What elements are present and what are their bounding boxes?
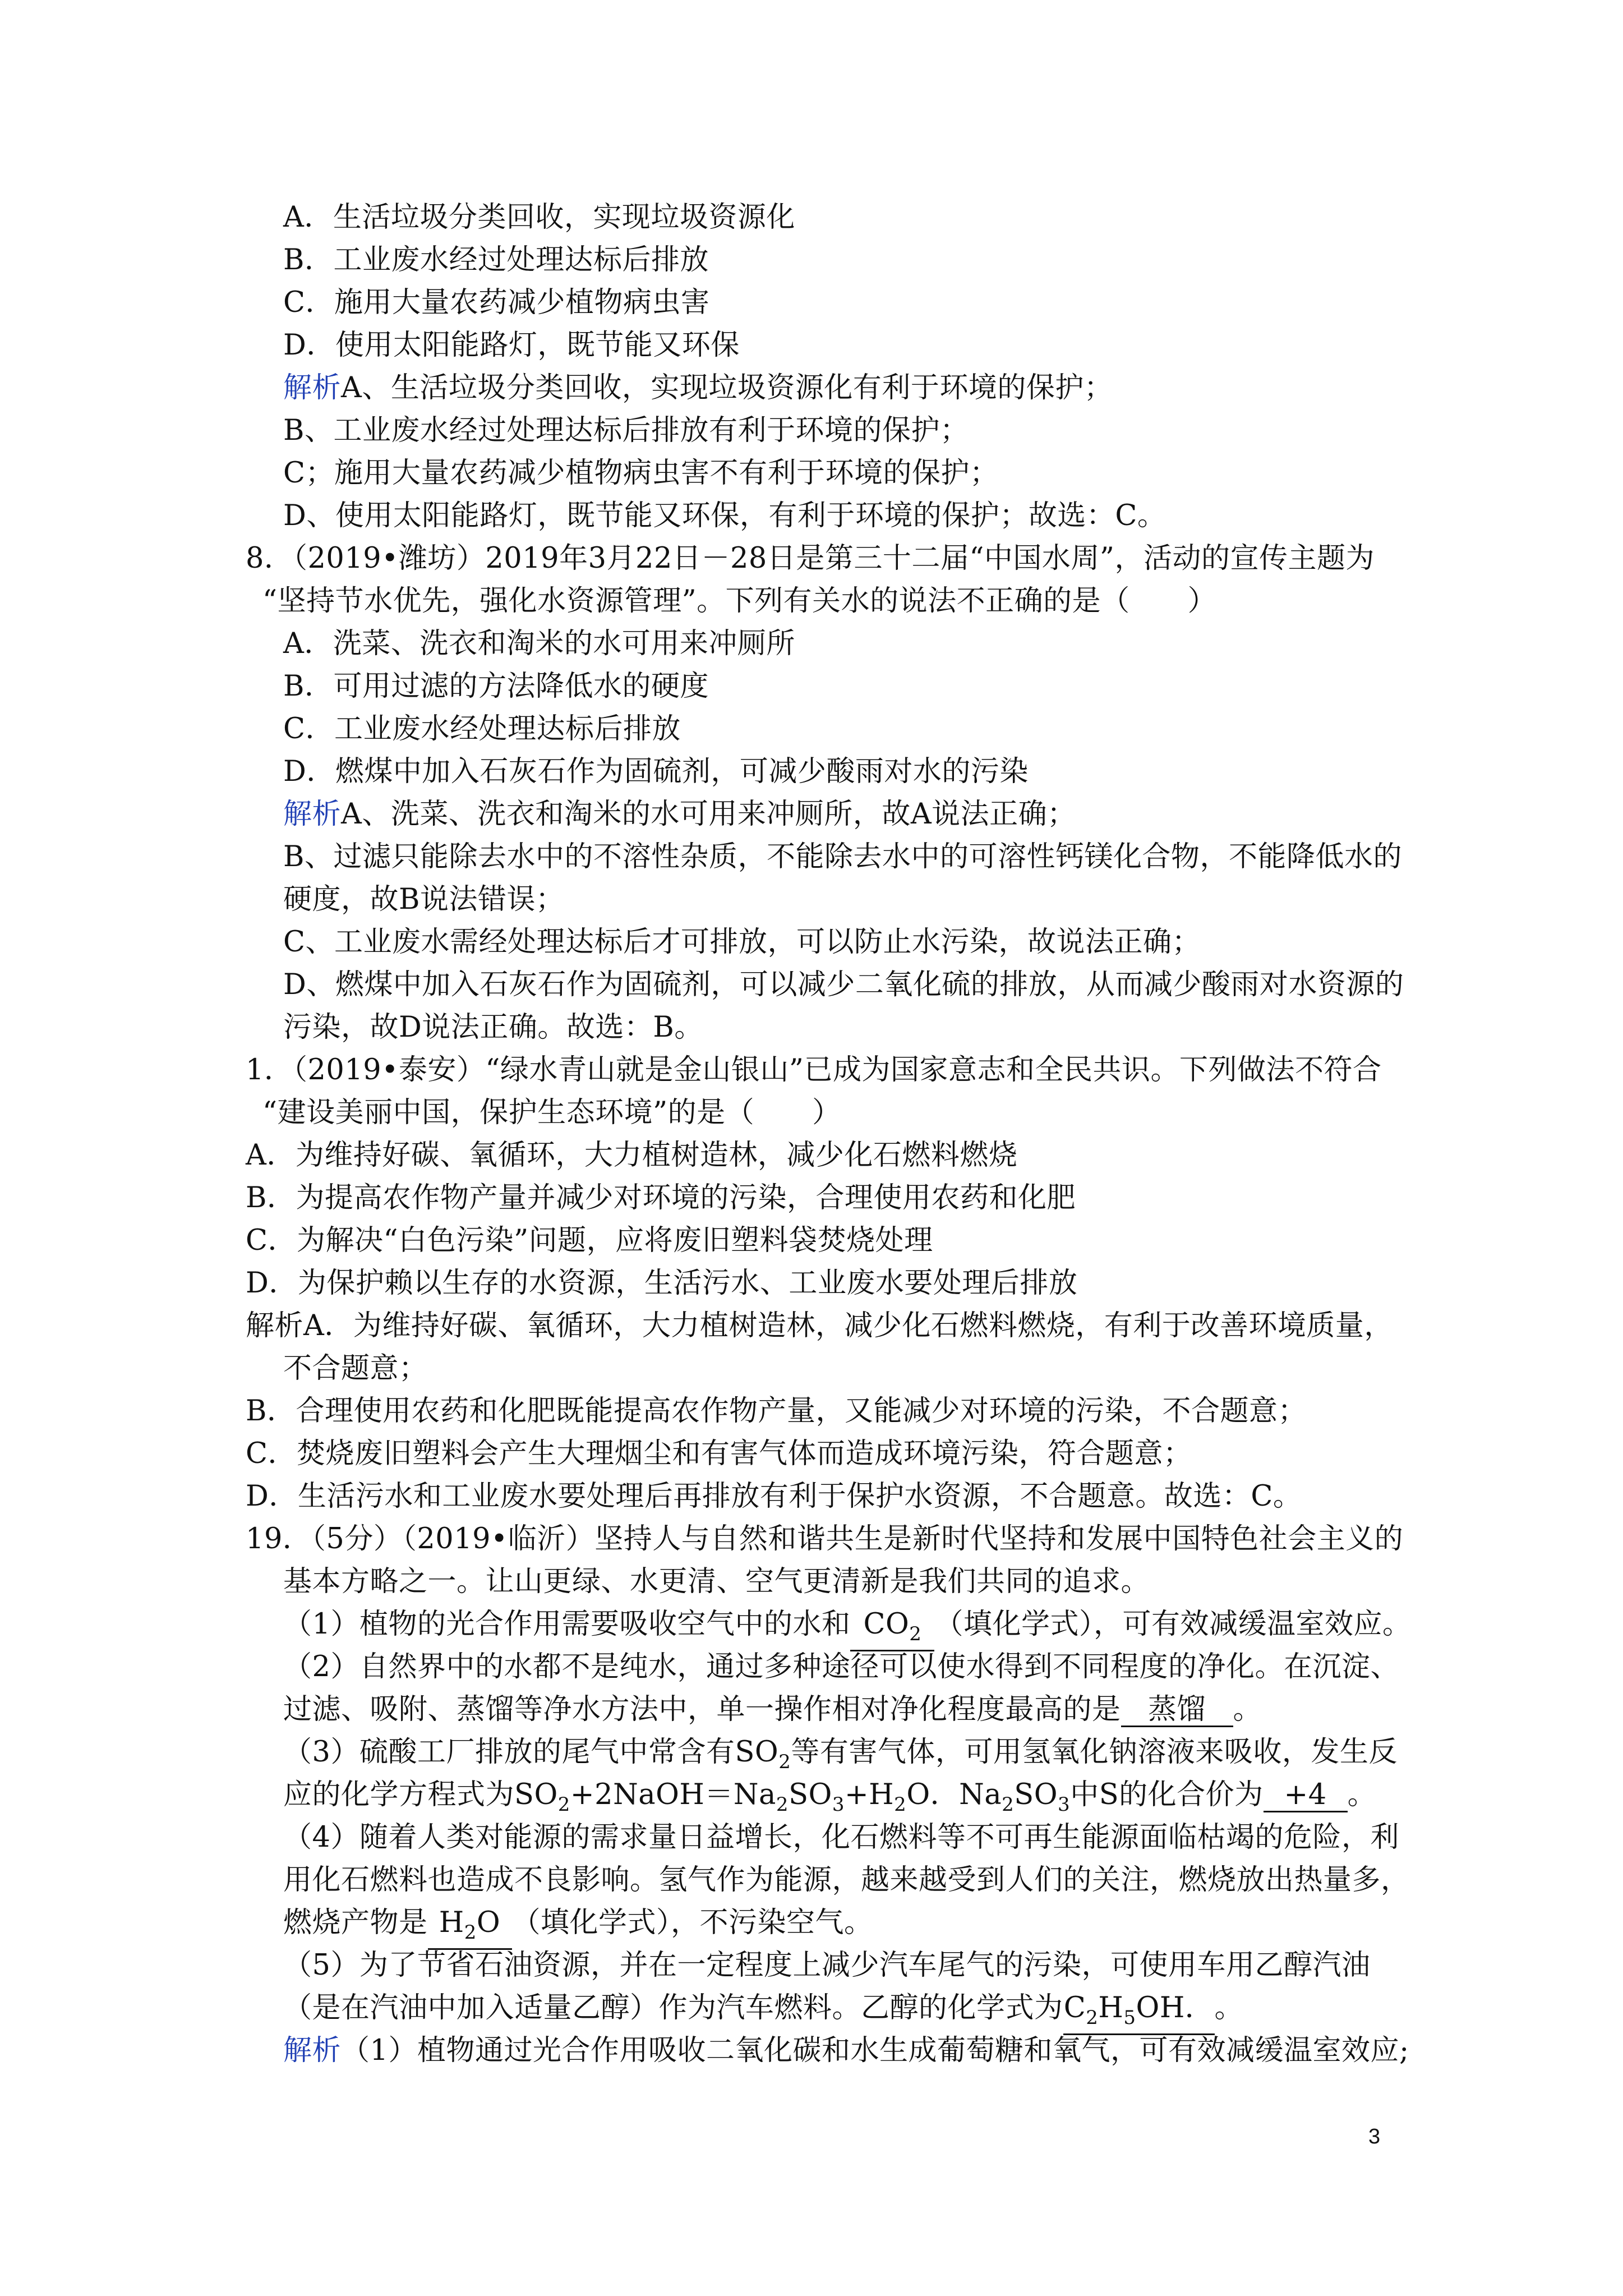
part-text: 等有害气体，可用氢氧化钠溶液来吸收，发生反 [791, 1736, 1398, 1769]
subscript: 5 [1123, 2007, 1136, 2029]
part-text: （1）植物的光合作用需要吸收空气中的水和 [283, 1608, 851, 1641]
q19-part-3-line-1 [283, 1734, 1398, 1780]
answer-blank-4 [428, 1907, 512, 1950]
subscript: 2 [909, 1623, 922, 1645]
equation-text: 中S的化合价为 [1070, 1778, 1264, 1811]
subscript: 2 [778, 1751, 791, 1773]
subscript: 2 [557, 1793, 570, 1816]
q8-stem-line-2: “坚持节水优先，强化水资源管理”。下列有关水的说法不正确的是（ ） [262, 585, 1217, 618]
analysis-label: 解析 [283, 2034, 342, 2067]
q7-analysis-line-2: B、工业废水经过处理达标后排放有利于环境的保护； [283, 414, 969, 447]
q8-analysis-line-2: B、过滤只能除去水中的不溶性杂质，不能除去水中的可溶性钙镁化合物，不能降低水的 [283, 840, 1402, 873]
answer-blank-5 [1063, 1993, 1215, 2035]
q8-analysis-line-6: 污染，故D说法正确。故选：B。 [283, 1011, 703, 1044]
q19-part-5-line-2 [283, 1990, 1243, 2035]
q8-option-d: D．燃煤中加入石灰石作为固硫剂，可减少酸雨对水的污染 [283, 755, 1029, 788]
part-text: 过滤、吸附、蒸馏等净水方法中，单一操作相对净化程度最高的是 [283, 1693, 1121, 1726]
q1-option-b: B．为提高农作物产量并减少对环境的污染，合理使用农药和化肥 [246, 1181, 1076, 1214]
q1-stem-line-2: “建设美丽中国，保护生态环境”的是（ ） [262, 1096, 841, 1129]
answer-text: H [439, 1906, 464, 1939]
q19-part-3-equation [283, 1777, 1376, 1823]
q8-option-c: C．工业废水经处理达标后排放 [283, 712, 681, 746]
q1-analysis-line-1: 解析A．为维持好碳、氧循环，大力植树造林，减少化石燃料燃烧，有利于改善环境质量， [246, 1309, 1393, 1342]
subscript: 2 [776, 1793, 789, 1816]
q8-analysis-line-1 [283, 797, 1076, 832]
equation-text: 应的化学方程式为SO [283, 1778, 558, 1811]
subscript: 2 [894, 1793, 907, 1816]
q7-analysis-line-4: D、使用太阳能路灯，既节能又环保，有利于环境的保护；故选：C。 [283, 499, 1166, 532]
q1-analysis-line-4: C．焚烧废旧塑料会产生大理烟尘和有害气体而造成环境污染，符合题意； [246, 1437, 1192, 1470]
q8-option-b: B．可用过滤的方法降低水的硬度 [283, 670, 709, 703]
q19-part-2-line-1: （2）自然界中的水都不是纯水，通过多种途径可以使水得到不同程度的净化。在沉淀、 [283, 1650, 1399, 1683]
q1-analysis-line-3: B．合理使用农药和化肥既能提高农作物产量，又能减少对环境的污染，不合题意； [246, 1395, 1307, 1428]
analysis-text: （1）植物通过光合作用吸收二氧化碳和水生成葡萄糖和氧气，可有效减缓温室效应; [341, 2034, 1409, 2067]
q7-option-c: C．施用大量农药减少植物病虫害 [283, 286, 710, 319]
equation-text: 。 [1347, 1778, 1377, 1811]
answer-blank-2 [1121, 1694, 1233, 1727]
equation-text: +H [844, 1778, 895, 1811]
q1-option-d: D．为保护赖以生存的水资源，生活污水、工业废水要处理后排放 [246, 1267, 1078, 1300]
q1-stem-line-1: 1．（2019•泰安）“绿水青山就是金山银山”已成为国家意志和全民共识。下列做法不符合 [246, 1053, 1382, 1087]
analysis-text: A、洗菜、洗衣和淘米的水可用来冲厕所，故A说法正确； [341, 798, 1076, 831]
q7-option-a: A．生活垃圾分类回收，实现垃圾资源化 [283, 201, 795, 234]
q8-option-a: A．洗菜、洗衣和淘米的水可用来冲厕所 [283, 627, 795, 660]
q7-analysis-line-3: C；施用大量农药减少植物病虫害不有利于环境的保护； [283, 457, 999, 490]
subscript: 3 [832, 1793, 845, 1816]
answer-text: CO [863, 1608, 910, 1641]
analysis-text: A、生活垃圾分类回收，实现垃圾资源化有利于环境的保护； [341, 371, 1113, 404]
subscript: 2 [464, 1921, 477, 1944]
q19-stem-line-2: 基本方略之一。让山更绿、水更清、空气更清新是我们共同的追求。 [283, 1565, 1150, 1598]
q8-analysis-line-3: 硬度，故B说法错误； [283, 883, 565, 916]
q19-part-4-line-2: 用化石燃料也造成不良影响。氢气作为能源，越来越受到人们的关注，燃烧放出热量多， [283, 1864, 1410, 1897]
equation-text: SO [789, 1778, 832, 1811]
part-text: （填化学式），可有效减缓温室效应。 [934, 1608, 1412, 1641]
q19-part-5-line-1: （5）为了节省石油资源，并在一定程度上减少汽车尾气的污染，可使用车用乙醇汽油 [283, 1949, 1371, 1982]
q1-analysis-line-2: 不合题意； [283, 1352, 428, 1385]
part-text: 。 [1214, 1991, 1244, 2024]
q7-analysis-line-1 [283, 370, 1113, 406]
q19-part-4-line-3 [283, 1905, 873, 1950]
answer-text: OH． [1136, 1991, 1214, 2024]
part-text: 燃烧产物是 [283, 1906, 428, 1939]
q19-part-2-line-2 [283, 1692, 1262, 1728]
subscript: 2 [1002, 1793, 1015, 1816]
q19-part-1 [283, 1607, 1411, 1651]
q1-option-a: A．为维持好碳、氧循环，大力植树造林，减少化石燃料燃烧 [246, 1139, 1018, 1172]
q7-option-b: B．工业废水经过处理达标后排放 [283, 243, 709, 277]
subscript: 3 [1058, 1793, 1071, 1816]
part-text: （填化学式），不污染空气。 [511, 1906, 873, 1939]
q19-analysis-line-1 [283, 2033, 1409, 2069]
q7-option-d: D．使用太阳能路灯，既节能又环保 [283, 329, 740, 362]
q8-stem-line-1: 8．（2019•潍坊）2019年3月22日－28日是第三十二届“中国水周”，活动的宣传主题为 [246, 542, 1375, 575]
q1-option-c: C．为解决“白色污染”问题，应将废旧塑料袋焚烧处理 [246, 1224, 933, 1257]
answer-blank-3 [1264, 1779, 1348, 1812]
equation-text: +2NaOH＝Na [570, 1778, 776, 1811]
part-text: （3）硫酸工厂排放的尾气中常含有SO [283, 1736, 779, 1769]
analysis-label: 解析 [283, 798, 342, 831]
answer-text: +4 [1284, 1778, 1327, 1811]
part-text: 。 [1233, 1693, 1262, 1726]
answer-text: O [476, 1906, 501, 1939]
q1-analysis-line-5: D．生活污水和工业废水要处理后再排放有利于保护水资源，不合题意。故选：C。 [246, 1480, 1302, 1513]
equation-text: O．Na [906, 1778, 1002, 1811]
part-text: （是在汽油中加入适量乙醇）作为汽车燃料。乙醇的化学式为 [283, 1991, 1063, 2024]
equation-text: SO [1014, 1778, 1058, 1811]
page-number: 3 [1368, 2125, 1381, 2148]
q8-analysis-line-5: D、燃煤中加入石灰石作为固硫剂，可以减少二氧化硫的排放，从而减少酸雨对水资源的 [283, 968, 1404, 1001]
answer-text: H [1098, 1991, 1124, 2024]
q19-part-4-line-1: （4）随着人类对能源的需求量日益增长，化石燃料等不可再生能源面临枯竭的危险，利 [283, 1821, 1399, 1854]
analysis-label: 解析 [283, 371, 342, 404]
answer-text: 蒸馏 [1148, 1693, 1206, 1726]
q8-analysis-line-4: C、工业废水需经处理达标后才可排放，可以防止水污染，故说法正确； [283, 926, 1201, 959]
answer-text: C [1063, 1991, 1086, 2024]
q19-stem-line-1: 19．（5分）（2019•临沂）坚持人与自然和谐共生是新时代坚持和发展中国特色社会主义的 [246, 1522, 1404, 1556]
subscript: 2 [1086, 2007, 1099, 2029]
answer-blank-1 [850, 1609, 934, 1651]
